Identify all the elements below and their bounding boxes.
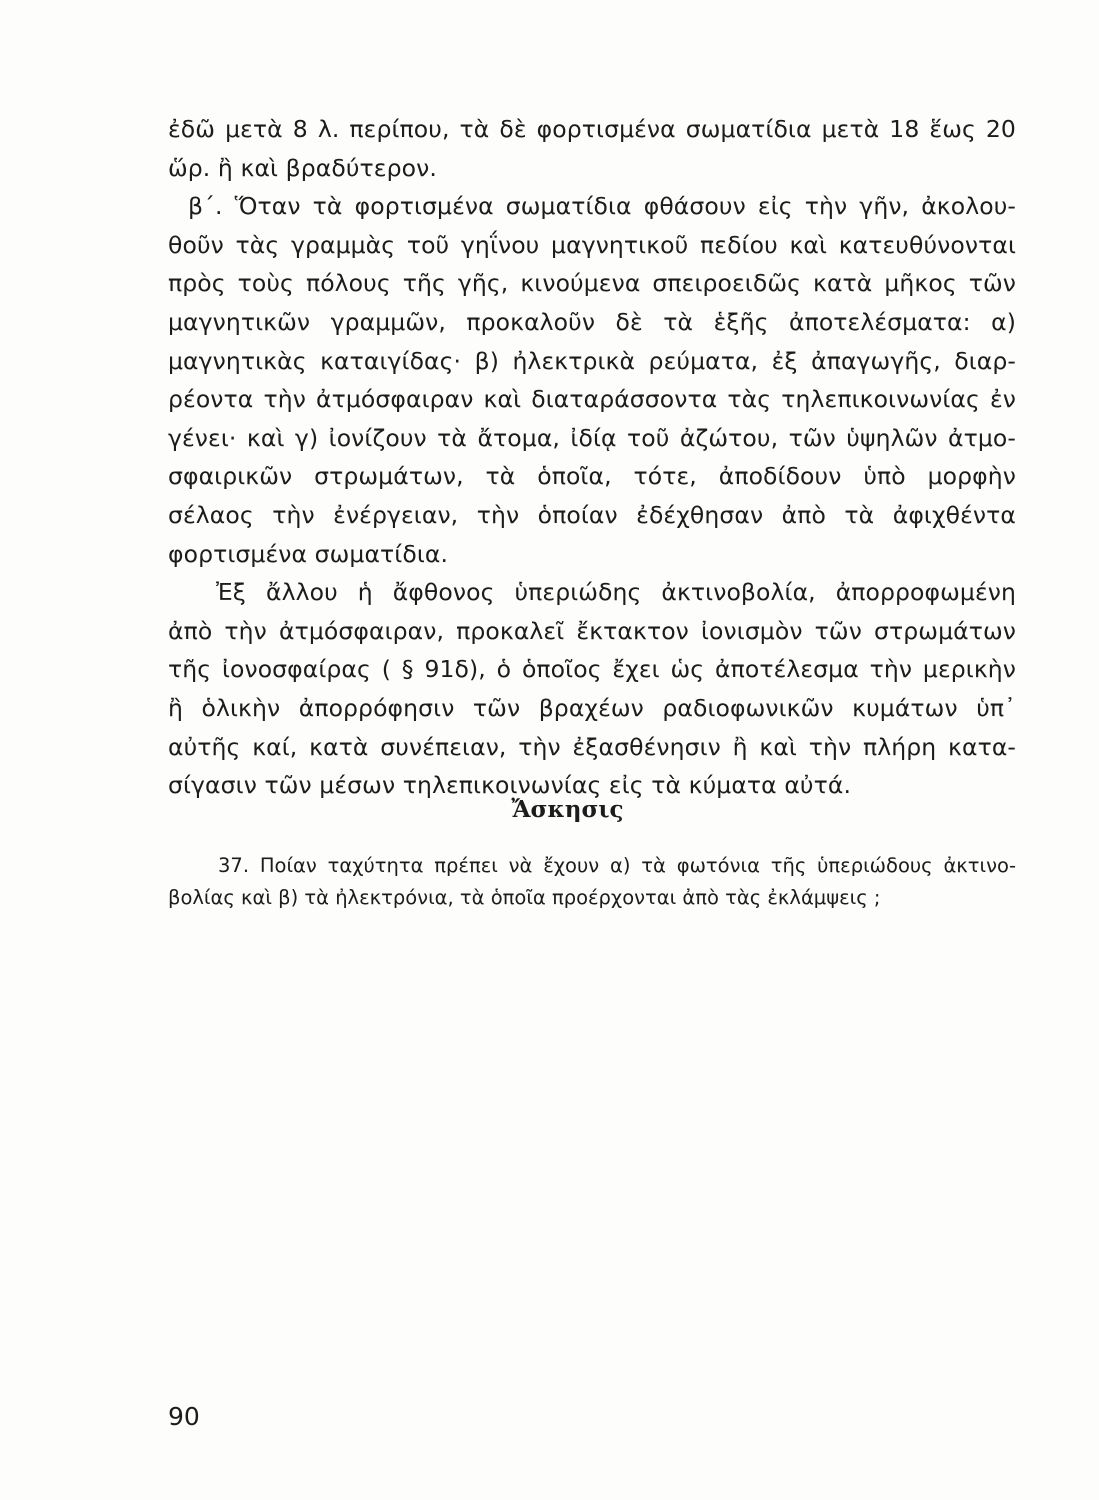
page-number: 90 [168, 1402, 200, 1431]
body-text [168, 110, 1016, 805]
exercise-text [168, 850, 1016, 914]
exercise-line: 37. Ποίαν ταχύτητα πρέπει νὰ ἔχουν α) τὰ φωτόνια τῆς ὑπεριώδους ἀκτινο- [218, 854, 1016, 877]
body-line: σίγασιν τῶν μέσων τηλεπικοινωνίας εἰς τὰ κύματα αὐτά. [168, 771, 852, 800]
body-line: ἐδῶ μετὰ 8 λ. περίπου, τὰ δὲ φορτισμένα σωματίδια μετὰ 18 ἕως 20 [168, 115, 1016, 143]
body-line: Ἐξ ἄλλου ἡ ἄφθονος ὑπεριώδης ἀκτινοβολία, ἀπορροφωμένη [216, 578, 1016, 607]
body-line: σφαιρικῶν στρωμάτων, τὰ ὁποῖα, τότε, ἀποδίδουν ὑπὸ μορφὴν [168, 462, 1016, 491]
body-line: β΄. Ὅταν τὰ φορτισμένα σωματίδια φθάσουν εἰς τὴν γῆν, ἀκολου- [188, 192, 1016, 221]
body-line: ρέοντα τὴν ἀτμόσφαιραν καὶ διαταράσσοντα τὰς τηλεπικοινωνίας ἐν [168, 385, 1016, 414]
body-line: ἢ ὁλικὴν ἀπορρόφησιν τῶν βραχέων ραδιοφωνικῶν κυμάτων ὑπ᾽ [168, 693, 1016, 722]
body-line: μαγνητικὰς καταιγίδας· β) ἠλεκτρικὰ ρεύματα, ἐξ ἀπαγωγῆς, διαρ- [168, 346, 1016, 375]
body-line: γένει· καὶ γ) ἰονίζουν τὰ ἄτομα, ἰδίᾳ τοῦ ἀζώτου, τῶν ὑψηλῶν ἀτμο- [168, 423, 1016, 452]
body-line: ἀπὸ τὴν ἀτμόσφαιραν, προκαλεῖ ἔκτακτον ἰονισμὸν τῶν στρωμάτων [168, 616, 1016, 645]
exercise-line: βολίας καὶ β) τὰ ἠλεκτρόνια, τὰ ὁποῖα προέρχονται ἀπὸ τὰς ἐκλάμψεις ; [168, 886, 881, 909]
section-heading: Ἄσκησις [511, 796, 624, 823]
body-line: ὥρ. ἢ καὶ βραδύτερον. [168, 153, 437, 182]
body-line: μαγνητικῶν γραμμῶν, προκαλοῦν δὲ τὰ ἑξῆς ἀποτελέσματα: α) [168, 307, 1016, 336]
body-line: αὐτῆς καί, κατὰ συνέπειαν, τὴν ἐξασθένησιν ἢ καὶ τὴν πλήρη κατα- [168, 732, 1016, 761]
body-line: πρὸς τοὺς πόλους τῆς γῆς, κινούμενα σπειροειδῶς κατὰ μῆκος τῶν [168, 269, 1016, 298]
body-line: θοῦν τὰς γραμμὰς τοῦ γηΐνου μαγνητικοῦ πεδίου καὶ κατευθύνονται [168, 230, 1016, 259]
body-line: τῆς ἰονοσφαίρας ( § 91δ), ὁ ὁποῖος ἔχει ὡς ἀποτέλεσμα τὴν μερικὴν [168, 655, 1016, 684]
body-line: φορτισμένα σωματίδια. [168, 539, 449, 568]
body-line: σέλαος τὴν ἐνέργειαν, τὴν ὁποίαν ἐδέχθησαν ἀπὸ τὰ ἀφιχθέντα [168, 500, 1016, 529]
